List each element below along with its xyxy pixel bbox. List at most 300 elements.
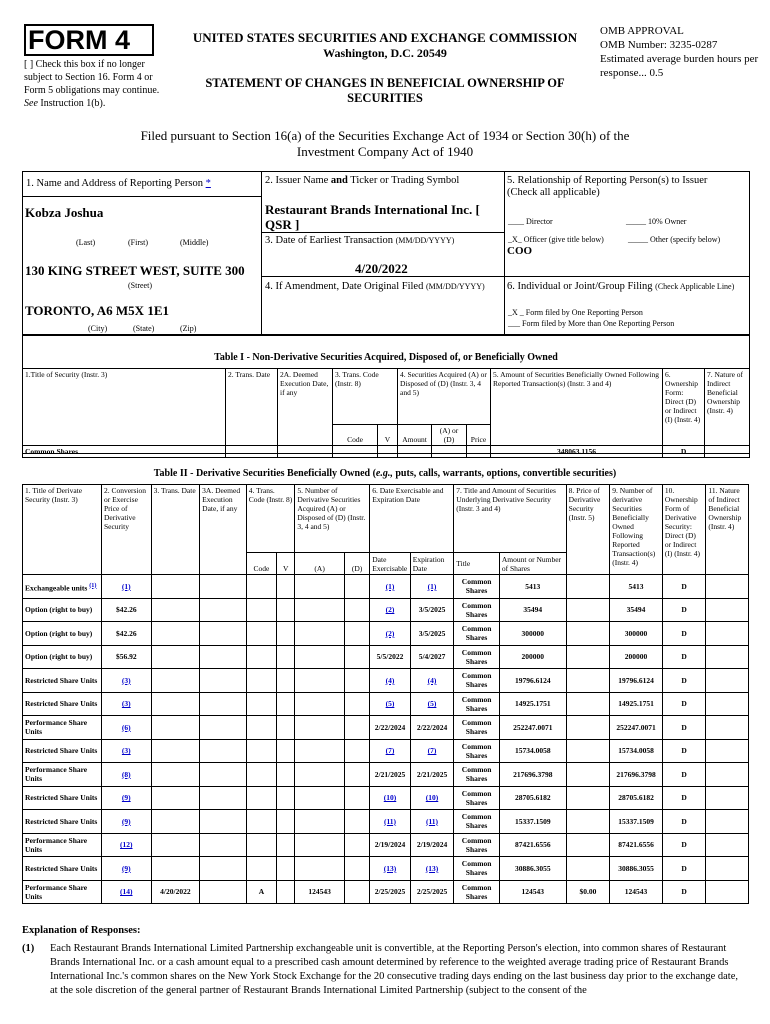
t2-cell-exp: 2/21/2025: [410, 763, 454, 787]
t2-cell-x3a: [200, 598, 247, 622]
table-row: [23, 833, 749, 857]
t2-cell-price: [101, 786, 151, 810]
footnote-link[interactable]: (8): [121, 769, 131, 779]
t2-cell-amount: 14925.1751: [499, 692, 566, 716]
table2-title: Table II - Derivative Securities Beneficially Owned (e.g., puts, calls, warrants, options, convertible securities): [153, 468, 617, 479]
box1-label: 1. Name and Address of Reporting Person *: [26, 178, 211, 189]
t2-cell-x3a: [200, 669, 247, 693]
t2-cell-owned: 87421.6556: [610, 833, 663, 857]
t2-h5: 5. Number of Derivative Securities Acquired (A) or Disposed of (D) (Instr. 3, 4 and 5): [295, 485, 370, 553]
t2-cell-tdate: [151, 716, 200, 740]
t2-cell-a: [295, 833, 345, 857]
t2-h3: 3. Trans. Date: [151, 485, 200, 575]
footnote-link[interactable]: (4): [385, 675, 395, 685]
explanation-text: Each Restaurant Brands International Limited Partnership exchangeable unit is convertible, at the Reporting Person's election, into common shares of Restaurant Brands International Inc. or a cash amount equal to a prescribed cash amount determined by reference to the weighted average trading price of Restaurant Brands International Inc.'s common shares on the New York Stock Exchange for the 20 consecutive trading days ending on the last business day prior to the exchange date, at the sole discretion of the general partner of Restaurant Brands International Limited Partnership (subject to the consent of the: [50, 943, 739, 996]
t2-cell-a: [295, 810, 345, 834]
t2-cell-owned: 30886.3055: [610, 857, 663, 881]
t2-cell-v: [277, 645, 295, 669]
t2-cell-form: D: [662, 857, 706, 881]
t2-cell-dex: 2/22/2024: [370, 716, 411, 740]
t2-cell-tdate: [151, 786, 200, 810]
reporting-person-name: Kobza Joshua: [25, 205, 104, 220]
t2-cell-utitle: Common Shares: [454, 810, 500, 834]
t2-cell-d: [344, 786, 369, 810]
t2-cell-x11: [706, 692, 749, 716]
t1-row-form: D: [663, 446, 705, 458]
statement-title: STATEMENT OF CHANGES IN BENEFICIAL OWNERSHIP OF SECURITIES: [205, 76, 565, 105]
box4-label: 4. If Amendment, Date Original Filed (MM/DD/YYYY): [265, 281, 485, 292]
t2-cell-a: [295, 763, 345, 787]
t1-row-amount: 348063.1156: [491, 446, 663, 458]
t2-code: Code: [246, 553, 276, 575]
t2-cell-owned: 28705.6182: [610, 786, 663, 810]
t2-cell-form: D: [662, 598, 706, 622]
t2-cell-price: [101, 833, 151, 857]
box2-label: 2. Issuer Name and Ticker or Trading Symbol: [265, 175, 460, 186]
issuer-name: Restaurant Brands International Inc. [ QSR ]: [265, 202, 480, 232]
footnote-link[interactable]: (2): [385, 605, 395, 615]
t2-cell-tdate: [151, 669, 200, 693]
other-check: _____ Other (specify below): [628, 235, 721, 244]
t2-cell-x3a: [200, 739, 247, 763]
t2-cell-dex: 2/19/2024: [370, 833, 411, 857]
t2-cell-pds: [566, 598, 610, 622]
t2-cell-pds: [566, 810, 610, 834]
t2-cell-price: $42.26: [101, 598, 151, 622]
t2-cell-tdate: [151, 622, 200, 646]
t2-cell-a: 124543: [295, 880, 345, 904]
t2-cell-x11: [706, 622, 749, 646]
filed-pursuant: Filed pursuant to Section 16(a) of the Securities Exchange Act of 1934 or Section 30(h) of the Investment Company Act of 1940: [140, 128, 630, 159]
t2-cell-x3a: [200, 716, 247, 740]
t2-cell-tdate: [151, 575, 200, 599]
t2-cell-owned: 15337.1509: [610, 810, 663, 834]
t2-cell-utitle: Common Shares: [454, 669, 500, 693]
t2-cell-x3a: [200, 786, 247, 810]
footnote-link[interactable]: (3): [121, 699, 131, 709]
t2-cell-title: Restricted Share Units: [23, 669, 102, 693]
t2-cell-x11: [706, 598, 749, 622]
t2-cell-a: [295, 622, 345, 646]
footnote-link[interactable]: (3): [121, 675, 131, 685]
footnote-link[interactable]: (9): [121, 793, 131, 803]
t2-d: (D): [344, 553, 369, 575]
table-row: [23, 692, 749, 716]
t2-cell-amount: 5413: [499, 575, 566, 599]
footnote-link[interactable]: (4): [427, 675, 437, 685]
t2-cell-owned: 5413: [610, 575, 663, 599]
table1: [22, 368, 750, 458]
t2-v: V: [277, 553, 295, 575]
t2-cell-amount: 252247.0071: [499, 716, 566, 740]
t2-cell-form: D: [662, 645, 706, 669]
t2-cell-dex: 5/5/2022: [370, 645, 411, 669]
table-row: [23, 763, 749, 787]
t2-cell-v: [277, 669, 295, 693]
ten-percent-owner-check: _____ 10% Owner: [626, 217, 687, 226]
t2-cell-owned: 15734.0058: [610, 739, 663, 763]
t2-cell-form: D: [662, 833, 706, 857]
t2-cell-code: [246, 716, 276, 740]
t2-cell-owned: 14925.1751: [610, 692, 663, 716]
t2-cell-tdate: [151, 763, 200, 787]
t2-cell-title: Exchangeable units $^{(1)}$: [23, 575, 102, 599]
t2-cell-utitle: Common Shares: [454, 786, 500, 810]
footnote-link[interactable]: (14): [120, 887, 133, 897]
t2-cell-title: Restricted Share Units: [23, 739, 102, 763]
table-row: [23, 598, 749, 622]
table2: [22, 484, 749, 904]
t2-cell-a: [295, 669, 345, 693]
t2-cell-amount: 19796.6124: [499, 669, 566, 693]
t2-h9: 9. Number of derivative Securities Beneficially Owned Following Reported Transaction(s) (Instr. 4): [610, 485, 663, 575]
t2-cell-title: Performance Share Units: [23, 716, 102, 740]
t2-h8: 8. Price of Derivative Security (Instr. 5): [566, 485, 610, 575]
t2-amount-num: Amount or Number of Shares: [499, 553, 566, 575]
t1-row-title: Common Shares: [23, 446, 226, 458]
t2-cell-owned: 200000: [610, 645, 663, 669]
t2-cell-x3a: [200, 575, 247, 599]
t2-h6: 6. Date Exercisable and Expiration Date: [370, 485, 454, 553]
t2-cell-pds: $0.00: [566, 880, 610, 904]
state-label: (State): [133, 324, 155, 333]
footnote-link[interactable]: (6): [121, 722, 131, 732]
footnote-link[interactable]: (7): [427, 746, 437, 756]
t1-h2a: 2A. Deemed Execution Date, if any: [278, 369, 333, 446]
t2-cell-dex: [370, 575, 411, 599]
director-check: ____ Director: [508, 217, 553, 226]
t2-cell-x3a: [200, 622, 247, 646]
t2-cell-pds: [566, 857, 610, 881]
t2-cell-code: [246, 833, 276, 857]
footnote-link[interactable]: (2): [385, 628, 395, 638]
t2-cell-a: [295, 645, 345, 669]
table-row: [23, 880, 749, 904]
footnote-link[interactable]: (13): [425, 863, 439, 873]
t2-cell-x11: [706, 575, 749, 599]
t2-cell-form: D: [662, 669, 706, 693]
t2-cell-utitle: Common Shares: [454, 692, 500, 716]
t2-cell-pds: [566, 786, 610, 810]
commission-name: UNITED STATES SECURITIES AND EXCHANGE COMMISSION: [192, 30, 578, 45]
t2-cell-code: [246, 739, 276, 763]
middle-label: (Middle): [180, 238, 209, 247]
t1-h7: 7. Nature of Indirect Beneficial Ownership (Instr. 4): [705, 369, 750, 446]
table-row: [23, 739, 749, 763]
t2-cell-form: D: [662, 575, 706, 599]
t2-cell-x3a: [200, 763, 247, 787]
zip-label: (Zip): [180, 324, 197, 333]
t1-h4: 4. Securities Acquired (A) or Disposed of (D) (Instr. 3, 4 and 5): [398, 369, 491, 425]
t2-cell-utitle: Common Shares: [454, 739, 500, 763]
t2-cell-title: Option (right to buy): [23, 645, 102, 669]
t2-cell-x11: [706, 669, 749, 693]
t2-cell-code: [246, 857, 276, 881]
t2-cell-d: [344, 880, 369, 904]
footnote-link[interactable]: (5): [427, 699, 437, 709]
t2-cell-dex: [370, 786, 411, 810]
t2-cell-a: [295, 575, 345, 599]
t2-cell-x3a: [200, 857, 247, 881]
t2-h3a: 3A. Deemed Execution Date, if any: [200, 485, 247, 575]
t2-cell-pds: [566, 739, 610, 763]
t2-cell-tdate: [151, 692, 200, 716]
t2-cell-tdate: [151, 857, 200, 881]
t2-cell-dex: [370, 598, 411, 622]
t2-exp-date: Expiration Date: [410, 553, 454, 575]
omb-burden: Estimated average burden hours per response... 0.5: [600, 53, 759, 79]
t2-cell-d: [344, 763, 369, 787]
t2-cell-price: [101, 669, 151, 693]
footnote-link[interactable]: (1): [385, 581, 395, 591]
t2-cell-exp: [410, 857, 454, 881]
t2-cell-v: [277, 622, 295, 646]
t2-cell-x11: [706, 857, 749, 881]
t2-cell-amount: 124543: [499, 880, 566, 904]
t2-cell-title: Restricted Share Units: [23, 786, 102, 810]
t2-cell-code: [246, 598, 276, 622]
t2-cell-tdate: 4/20/2022: [151, 880, 200, 904]
t2-cell-x3a: [200, 810, 247, 834]
t2-a: (A): [295, 553, 345, 575]
t2-cell-v: [277, 692, 295, 716]
t2-cell-exp: [410, 739, 454, 763]
t2-cell-utitle: Common Shares: [454, 598, 500, 622]
t2-cell-title: Performance Share Units: [23, 880, 102, 904]
t2-cell-title: Option (right to buy): [23, 598, 102, 622]
t2-cell-d: [344, 622, 369, 646]
city-address: TORONTO, A6 M5X 1E1: [25, 303, 169, 318]
t2-cell-title: Restricted Share Units: [23, 857, 102, 881]
t2-cell-price: [101, 810, 151, 834]
first-label: (First): [128, 238, 148, 247]
t2-cell-x11: [706, 739, 749, 763]
t2-cell-v: [277, 857, 295, 881]
t2-cell-v: [277, 810, 295, 834]
t2-h4: 4. Trans. Code (Instr. 8): [246, 485, 295, 553]
t2-cell-form: D: [662, 739, 706, 763]
t2-h10: 10. Ownership Form of Derivative Security: Direct (D) or Indirect (I) (Instr. 4): [662, 485, 706, 575]
t2-cell-d: [344, 716, 369, 740]
t2-cell-amount: 200000: [499, 645, 566, 669]
t2-cell-form: D: [662, 716, 706, 740]
explanation-section: [22, 924, 748, 998]
t2-cell-exp: [410, 575, 454, 599]
table-row: [23, 622, 749, 646]
t2-cell-exp: 3/5/2025: [410, 598, 454, 622]
one-reporting-person: _X _ Form filed by One Reporting Person: [508, 308, 643, 317]
t2-cell-form: D: [662, 622, 706, 646]
table-row: [23, 786, 749, 810]
t2-cell-form: D: [662, 786, 706, 810]
t2-cell-amount: 28705.6182: [499, 786, 566, 810]
t2-cell-price: [101, 880, 151, 904]
t2-cell-title: Restricted Share Units: [23, 692, 102, 716]
t2-cell-exp: 5/4/2027: [410, 645, 454, 669]
t2-cell-price: [101, 716, 151, 740]
table-row: [23, 669, 749, 693]
t1-amount: Amount: [398, 425, 432, 446]
t2-cell-form: D: [662, 692, 706, 716]
t2-cell-owned: 19796.6124: [610, 669, 663, 693]
t2-cell-x3a: [200, 645, 247, 669]
t2-cell-code: [246, 575, 276, 599]
t2-cell-utitle: Common Shares: [454, 833, 500, 857]
explanation-title: Explanation of Responses:: [22, 925, 141, 936]
t2-cell-a: [295, 598, 345, 622]
t2-cell-owned: 124543: [610, 880, 663, 904]
t2-cell-form: D: [662, 763, 706, 787]
t2-cell-utitle: Common Shares: [454, 622, 500, 646]
table-row: [23, 446, 750, 458]
t2-cell-exp: 2/25/2025: [410, 880, 454, 904]
table1-title: Table I - Non-Derivative Securities Acquired, Disposed of, or Beneficially Owned: [214, 352, 558, 363]
officer-title: COO: [507, 245, 533, 257]
t2-h2: 2. Conversion or Exercise Price of Derivative Security: [101, 485, 151, 575]
footnote-link[interactable]: (13): [383, 863, 397, 873]
commission-city: Washington, D.C. 20549: [323, 46, 447, 60]
t2-cell-v: [277, 716, 295, 740]
t2-cell-tdate: [151, 810, 200, 834]
t2-cell-utitle: Common Shares: [454, 880, 500, 904]
t2-cell-price: [101, 739, 151, 763]
footnote-link[interactable]: (10): [383, 793, 397, 803]
box6-label: 6. Individual or Joint/Group Filing (Check Applicable Line): [507, 281, 735, 292]
t2-cell-pds: [566, 645, 610, 669]
t2-date-ex: Date Exercisable: [370, 553, 411, 575]
t2-cell-x3a: [200, 692, 247, 716]
t2-cell-dex: 2/25/2025: [370, 880, 411, 904]
t2-cell-tdate: [151, 739, 200, 763]
box3-label: 3. Date of Earliest Transaction (MM/DD/YYYY): [265, 235, 455, 246]
t2-cell-code: [246, 645, 276, 669]
omb-approval: OMB APPROVAL: [600, 25, 684, 37]
table-row: [23, 857, 749, 881]
table-row: [23, 716, 749, 740]
t2-cell-d: [344, 669, 369, 693]
t2-cell-x11: [706, 716, 749, 740]
t2-cell-pds: [566, 669, 610, 693]
t2-cell-utitle: Common Shares: [454, 857, 500, 881]
t2-cell-amount: 15337.1509: [499, 810, 566, 834]
t2-cell-title: Restricted Share Units: [23, 810, 102, 834]
t2-cell-d: [344, 575, 369, 599]
t1-h1: 1.Title of Security (Instr. 3): [23, 369, 226, 446]
t1-code: Code: [333, 425, 378, 446]
t1-h2: 2. Trans. Date: [226, 369, 278, 446]
t1-price: Price: [467, 425, 491, 446]
t2-cell-title: Option (right to buy): [23, 622, 102, 646]
t2-cell-a: [295, 857, 345, 881]
table-row: [23, 810, 749, 834]
t2-cell-pds: [566, 622, 610, 646]
t2-cell-title: Performance Share Units: [23, 763, 102, 787]
t2-cell-owned: 300000: [610, 622, 663, 646]
t2-cell-dex: [370, 669, 411, 693]
footnote-link[interactable]: (1): [89, 581, 97, 589]
check-box-note: [ ] Check this box if no longer subject to Section 16. Form 4 or Form 5 obligations may continue. See Instruction 1(b).: [24, 59, 160, 109]
t2-cell-dex: 2/21/2025: [370, 763, 411, 787]
explanation-number: (1): [22, 943, 35, 954]
t2-cell-d: [344, 833, 369, 857]
footnote-link[interactable]: (11): [383, 816, 397, 826]
footnote-link[interactable]: (11): [425, 816, 439, 826]
t2-cell-a: [295, 739, 345, 763]
t2-cell-price: $42.26: [101, 622, 151, 646]
footnote-link[interactable]: (1): [121, 581, 131, 591]
t2-cell-amount: 30886.3055: [499, 857, 566, 881]
t2-cell-d: [344, 810, 369, 834]
t2-cell-price: [101, 692, 151, 716]
t2-cell-form: D: [662, 810, 706, 834]
table-row: [23, 575, 749, 599]
t2-cell-v: [277, 833, 295, 857]
footnote-link[interactable]: (9): [121, 863, 131, 873]
t2-cell-x11: [706, 763, 749, 787]
table-row: [23, 645, 749, 669]
officer-check: _X_ Officer (give title below): [508, 235, 604, 244]
t2-cell-pds: [566, 575, 610, 599]
t2-cell-exp: [410, 786, 454, 810]
t1-h6: 6. Ownership Form: Direct (D) or Indirect (I) (Instr. 4): [663, 369, 705, 446]
t2-cell-x3a: [200, 833, 247, 857]
t2-cell-v: [277, 786, 295, 810]
t2-cell-title: Performance Share Units: [23, 833, 102, 857]
t2-cell-x11: [706, 810, 749, 834]
footnote-link[interactable]: (12): [120, 840, 133, 850]
t2-cell-amount: 300000: [499, 622, 566, 646]
footnote-link[interactable]: (3): [121, 746, 131, 756]
t2-cell-code: [246, 786, 276, 810]
t2-cell-d: [344, 857, 369, 881]
t2-cell-x11: [706, 833, 749, 857]
t2-cell-pds: [566, 716, 610, 740]
t2-cell-price: [101, 763, 151, 787]
earliest-transaction-date: 4/20/2022: [355, 261, 408, 276]
footnote-link[interactable]: (7): [385, 746, 395, 756]
last-label: (Last): [76, 238, 96, 247]
t2-cell-utitle: Common Shares: [454, 763, 500, 787]
t1-aord: (A) or (D): [432, 425, 467, 446]
t2-cell-amount: 15734.0058: [499, 739, 566, 763]
t2-cell-exp: [410, 810, 454, 834]
footnote-link[interactable]: (1): [427, 581, 437, 591]
t2-cell-v: [277, 598, 295, 622]
t2-cell-price: [101, 857, 151, 881]
t2-cell-owned: 217696.3798: [610, 763, 663, 787]
t2-cell-utitle: Common Shares: [454, 575, 500, 599]
t2-cell-pds: [566, 692, 610, 716]
t2-cell-code: [246, 622, 276, 646]
footnote-link[interactable]: (9): [121, 816, 131, 826]
footnote-link[interactable]: (5): [385, 699, 395, 709]
t2-cell-x11: [706, 645, 749, 669]
t2-cell-tdate: [151, 598, 200, 622]
t1-h3: 3. Trans. Code (Instr. 8): [333, 369, 398, 425]
footnote-link[interactable]: (10): [425, 793, 439, 803]
more-reporting-persons: ___ Form filed by More than One Reporting Person: [508, 319, 675, 328]
t2-cell-utitle: Common Shares: [454, 716, 500, 740]
t2-cell-dex: [370, 810, 411, 834]
t2-h11: 11. Nature of Indirect Beneficial Ownership (Instr. 4): [706, 485, 749, 575]
explanation-item: [22, 942, 748, 998]
t2-cell-dex: [370, 739, 411, 763]
t2-cell-amount: 217696.3798: [499, 763, 566, 787]
t2-cell-d: [344, 692, 369, 716]
t2-cell-code: [246, 669, 276, 693]
t2-cell-v: [277, 763, 295, 787]
t2-cell-tdate: [151, 833, 200, 857]
